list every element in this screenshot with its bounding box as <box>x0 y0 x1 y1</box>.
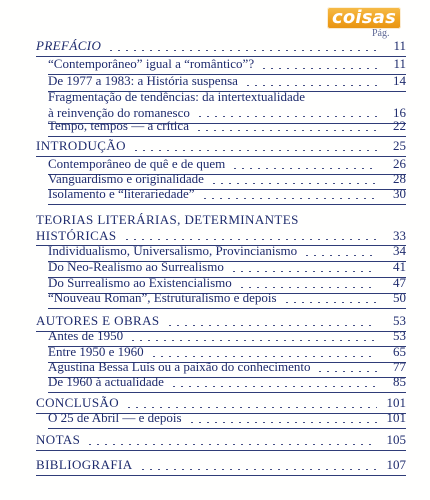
item-title-first-line: Fragmentação de tendências: da intertextualidade <box>48 89 305 104</box>
item-title: Entre 1950 e 1960 <box>48 344 144 359</box>
dot-leader <box>132 150 377 151</box>
toc-item[interactable] <box>48 409 406 427</box>
dot-leader <box>230 271 377 272</box>
page-number: 47 <box>393 275 406 290</box>
item-title: Vanguardismo e originalidade <box>48 171 204 186</box>
dot-leader <box>201 198 377 199</box>
toc-item[interactable] <box>48 72 406 90</box>
section-divider <box>36 475 406 476</box>
dot-leader <box>86 444 377 445</box>
page-number: 11 <box>393 56 406 71</box>
toc-section-teorias[interactable] <box>36 212 406 244</box>
page-number: 28 <box>393 171 406 186</box>
section-title-second-line: HISTÓRICAS <box>36 228 117 243</box>
dot-leader <box>238 287 377 288</box>
page-number: 77 <box>393 359 406 374</box>
item-title: Tempo, tempos — a crítica <box>48 118 189 133</box>
page-number: 14 <box>393 73 406 88</box>
section-title: NOTAS <box>36 432 81 447</box>
toc-item[interactable] <box>48 289 406 307</box>
page-number: 53 <box>393 328 406 343</box>
dot-leader <box>210 183 377 184</box>
item-divider <box>48 428 406 429</box>
dot-leader <box>170 386 377 387</box>
item-title: De 1977 a 1983: a História suspensa <box>48 73 238 88</box>
page-number: 105 <box>386 432 406 447</box>
toc-section-notas[interactable] <box>36 431 406 449</box>
page-number: 107 <box>386 457 406 472</box>
item-title: O 25 de Abril — e depois <box>48 410 182 425</box>
item-title: Isolamento e “literariedade” <box>48 186 195 201</box>
section-title-first-line: TEORIAS LITERÁRIAS, DETERMINANTES <box>36 212 299 227</box>
dot-leader <box>150 356 377 357</box>
item-title: Do Surrealismo ao Existencialismo <box>48 275 232 290</box>
dot-leader <box>231 168 377 169</box>
item-title-line <box>48 89 406 105</box>
section-title: BIBLIOGRAFIA <box>36 457 133 472</box>
section-divider <box>36 450 406 451</box>
toc-item[interactable] <box>48 185 406 203</box>
toc-section-bibliografia[interactable] <box>36 456 406 474</box>
page-number: 65 <box>393 344 406 359</box>
section-title: INTRODUÇÃO <box>36 138 126 153</box>
dot-leader <box>166 325 377 326</box>
page-number: 11 <box>393 38 406 53</box>
item-divider <box>48 204 406 205</box>
toc-item[interactable] <box>48 373 406 391</box>
page-number: 16 <box>393 105 406 120</box>
item-title: “Contemporâneo” igual a “romântico”? <box>48 56 255 71</box>
dot-leader <box>260 68 377 69</box>
page-number: 101 <box>386 395 406 410</box>
item-title: “Nouveau Roman”, Estruturalismo e depois <box>48 290 277 305</box>
section-title: CONCLUSÃO <box>36 395 120 410</box>
dot-leader <box>195 130 377 131</box>
page-number: 26 <box>393 156 406 171</box>
page-number: 101 <box>386 410 406 425</box>
dot-leader <box>129 340 377 341</box>
page-number: 50 <box>393 290 406 305</box>
page-column-label: Pág. <box>372 28 390 39</box>
page-number: 85 <box>393 374 406 389</box>
item-title: Antes de 1950 <box>48 328 124 343</box>
toc-item[interactable] <box>48 117 406 135</box>
dot-leader <box>123 239 377 240</box>
dot-leader <box>283 302 377 303</box>
section-title: PREFÁCIO <box>36 38 102 53</box>
item-divider <box>48 308 406 309</box>
toc-section-prefacio[interactable] <box>36 37 406 55</box>
page-number: 22 <box>393 118 406 133</box>
coisas-logo-text: coisas <box>332 7 396 28</box>
page-number: 34 <box>393 243 406 258</box>
item-title: Agustina Bessa Luís ou a paixão do conhecimento <box>48 359 311 374</box>
page-number: 33 <box>393 228 406 243</box>
dot-leader <box>316 371 377 372</box>
dot-leader <box>303 255 377 256</box>
page-number: 30 <box>393 186 406 201</box>
section-title-line <box>36 212 406 228</box>
dot-leader <box>139 469 377 470</box>
dot-leader <box>188 422 377 423</box>
page-number: 25 <box>393 138 406 153</box>
section-title: AUTORES E OBRAS <box>36 313 160 328</box>
item-title: Do Neo-Realismo ao Surrealismo <box>48 259 224 274</box>
toc-section-introducao[interactable] <box>36 137 406 155</box>
item-title: Individualismo, Universalismo, Provincianismo <box>48 243 298 258</box>
page-number: 41 <box>393 259 406 274</box>
dot-leader <box>244 85 377 86</box>
item-title-second-line: à reinvenção do romanesco <box>48 105 190 120</box>
dot-leader <box>107 50 377 51</box>
item-title: Contemporâneo de quê e de quem <box>48 156 226 171</box>
item-title: De 1960 à actualidade <box>48 374 164 389</box>
page-number: 53 <box>393 313 406 328</box>
dot-leader <box>125 407 377 408</box>
toc-item[interactable] <box>48 55 406 73</box>
item-divider <box>48 392 406 393</box>
